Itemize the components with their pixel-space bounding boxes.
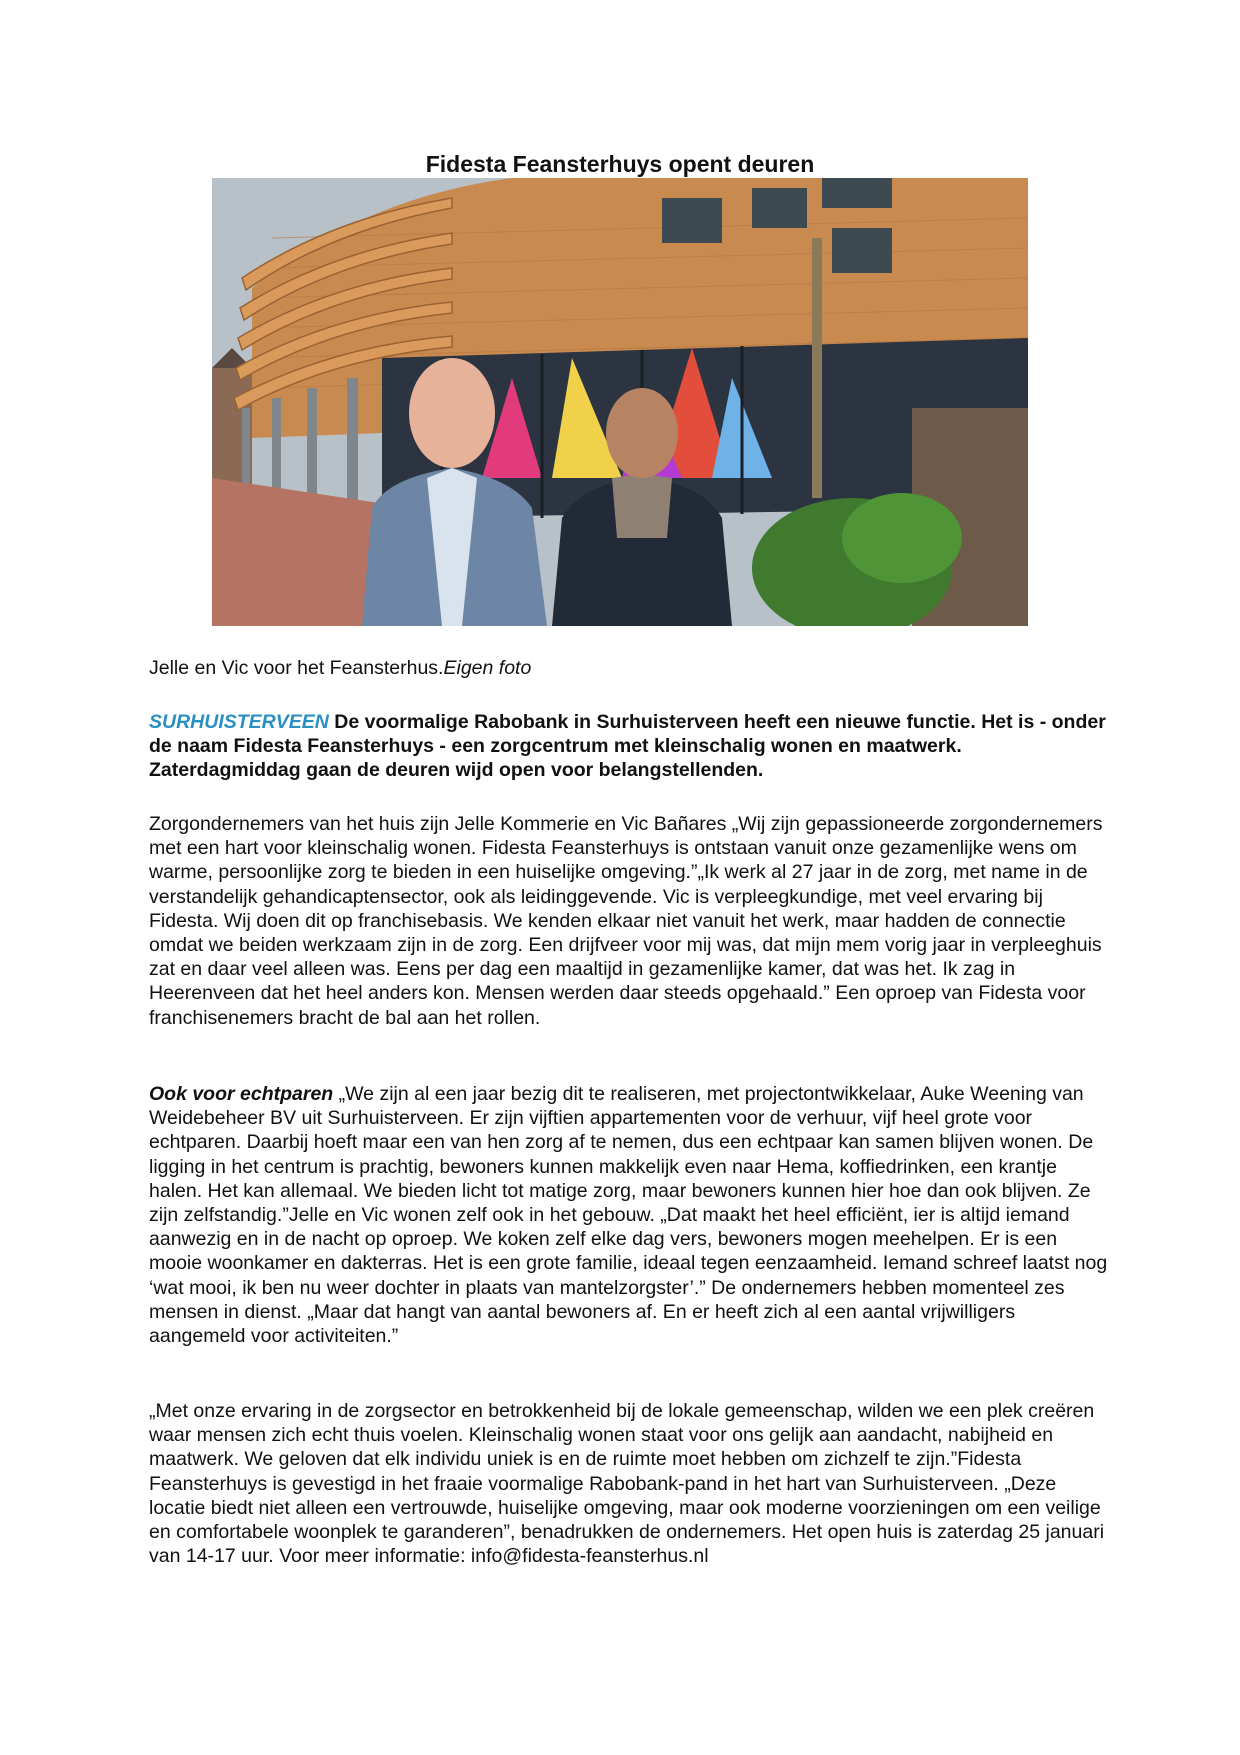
caption-credit: Eigen foto [443, 657, 532, 679]
article-photo [212, 178, 1028, 626]
photo-illustration [212, 178, 1028, 626]
paragraph-2-text: „We zijn al een jaar bezig dit te realiseren, met projectontwikkelaar, Auke Weening van Weidebeheer BV uit Surhuisterveen. Er zijn vijftien appartementen voor de verhuur, vijf heel grote voor echtparen. Daarbij hoeft maar een van hen zorg af te nemen, dus een echtpaar kan samen blijven wonen. De ligging in het centrum is prachtig, bewoners kunnen makkelijk even naar Hema, koffiedrinken, een krantje halen. Het kan allemaal. We bieden licht tot matige zorg, maar bewoners kunnen hier hoe dan ook blijven. Ze zijn zelfstandig.”Jelle en Vic wonen zelf ook in het gebouw. „Dat maakt het heel efficiënt, ier is altijd iemand aanwezig en in de nacht op oproep. We koken zelf elke dag vers, bewoners mogen meehelpen. Er is een mooie woonkamer en dakterras. Het is een grote familie, ideaal tegen eenzaamheid. Iemand schreef laatst nog ‘wat mooi, ik ben nu weer dochter in plaats van mantelzorgster’.” De ondernemers hebben momenteel zes mensen in dienst. „Maar dat hangt van aantal bewoners af. En er heeft zich al een aantal vrijwilligers aangemeld voor activiteiten.” [149, 1083, 1108, 1348]
lead-text: De voormalige Rabobank in Surhuisterveen heeft een nieuwe functie. Het is - onder de naam Fidesta Feansterhuys - een zorgcentrum met kleinschalig wonen en maatwerk. Zaterdagmiddag gaan de deuren wijd open voor belangstellenden. [149, 711, 1106, 782]
photo-caption [149, 656, 1109, 680]
caption-text: Jelle en Vic voor het Feansterhus. [149, 657, 444, 679]
article-lead [149, 710, 1109, 783]
body-paragraph-1: Zorgondernemers van het huis zijn Jelle Kommerie en Vic Bañares „Wij zijn gepassioneerde zorgondernemers met een hart voor kleinschalig wonen. Fidesta Feansterhuys is ontstaan vanuit onze gezamenlijke wens om warme, persoonlijke zorg te bieden in een huiselijke omgeving.”„Ik werk al 27 jaar in de zorg, met name in de verstandelijk gehandicaptensector, ook als leidinggevende. Vic is verpleegkundige, met veel ervaring bij Fidesta. Wij doen dit op franchisebasis. We kenden elkaar niet vanuit het werk, maar hadden de connectie omdat we beiden werkzaam zijn in de zorg. Een drijfveer voor mij was, dat mijn mem vorig jaar in verpleeghuis zat en daar veel alleen was. Eens per dag een maaltijd in gezamenlijke kamer, dat was het. Ik zag in Heerenveen dat het heel anders kon. Mensen werden daar steeds opgehaald.” Een oproep van Fidesta voor franchisenemers bracht de bal aan het rollen. [149, 813, 1103, 1029]
article-title: Fidesta Feansterhuys opent deuren [425, 151, 815, 177]
dateline-place: SURHUISTERVEEN [149, 711, 329, 733]
body-paragraph-2 [149, 1082, 1109, 1348]
body-paragraph-3: „Met onze ervaring in de zorgsector en betrokkenheid bij de lokale gemeenschap, wilden we een plek creëren waar mensen zich echt thuis voelen. Kleinschalig wonen staat voor ons gelijk aan aandacht, nabijheid en maatwerk. We geloven dat elk individu uniek is en de ruimte moet hebben om zichzelf te zijn.”Fidesta Feansterhuys is gevestigd in het fraaie voormalige Rabobank-pand in het hart van Surhuisterveen. „Deze locatie biedt niet alleen een vertrouwde, huiselijke omgeving, maar ook moderne voorzieningen om een veilige en comfortabele woonplek te garanderen”, benadrukken de ondernemers. Het open huis is zaterdag 25 januari van 14-17 uur. Voor meer informatie: info@fidesta-feansterhus.nl [149, 1400, 1105, 1568]
subheading: Ook voor echtparen [149, 1083, 334, 1105]
